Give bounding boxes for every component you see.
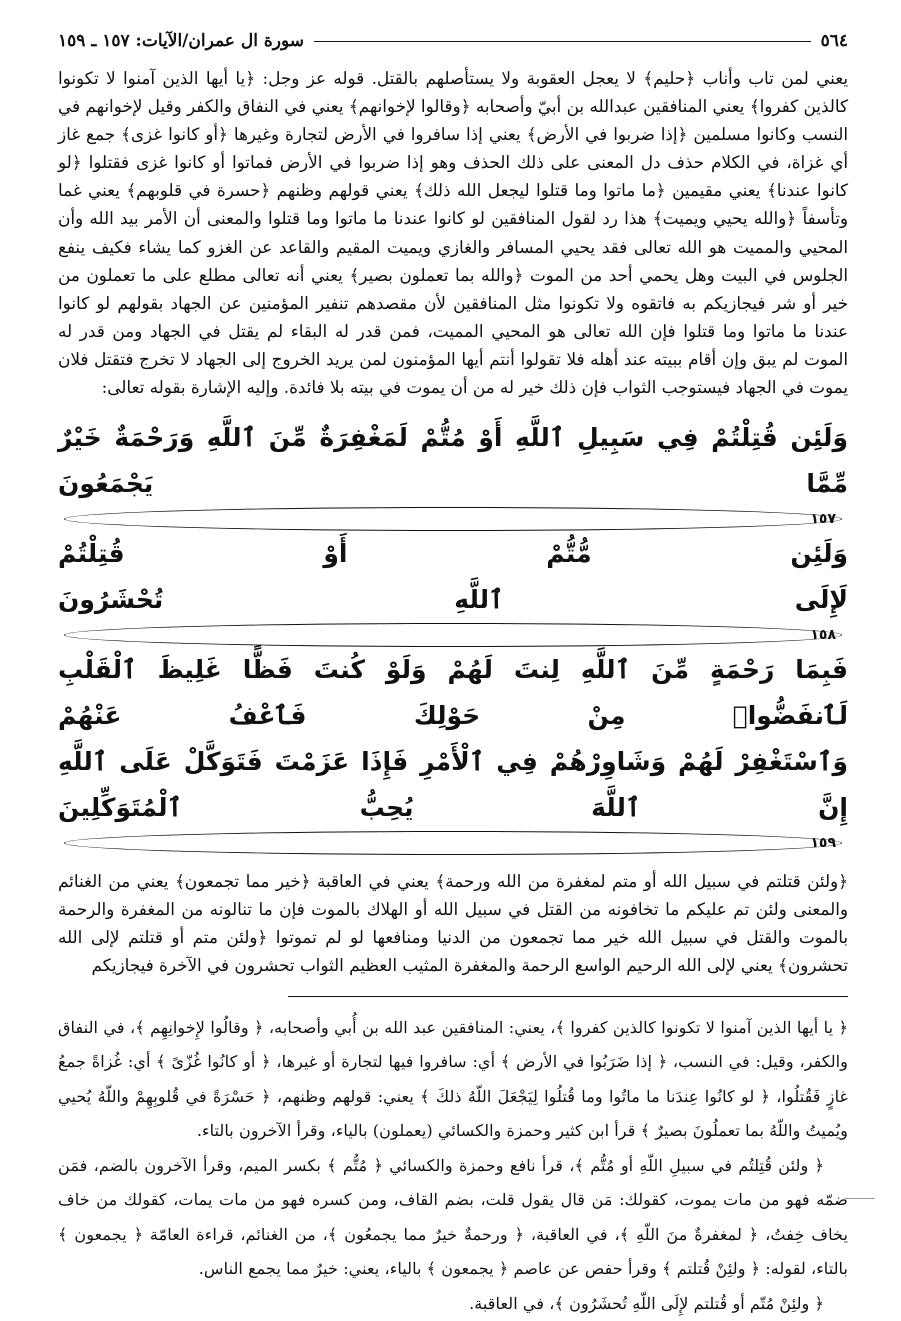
verse-text: وَلَئِن مُّتُّمْ أَوْ قُتِلْتُمْ [58,539,848,568]
footnote-paragraph: ﴿ ولئن قُتِلتُم في سبيلِ اللّهِ أو مُتُّم ﴾، قرأ نافع وحمزة والكسائي ﴿ مُتُّم ﴾ بكسر الميم، وقرأ الآخرون بالضم، فمَن ضمّه فهو من مات يموت، كقولك: مَن قال يقول قلت، بضم القاف، ومن كسره فهو من مات يمات، كقولك من خاف يخاف خِفتُ، ﴿ لمغفرةٌ منَ اللّهِ ﴾، في العاقبة، ﴿ ورحمةٌ خيرٌ مما يجمعُون ﴾، من الغنائم، قراءة العامّة ﴿ يجمعون ﴾ بالتاء، لقوله: ﴿ ولئِنْ قُتلتم ﴾ وقرأ حفص عن عاصم ﴿ يجمعون ﴾ بالياء، يعني: خيرٌ مما يجمع الناس. [58,1149,848,1287]
verse-commentary [58,867,848,979]
header-rule [314,41,811,42]
verse-line [58,739,848,855]
footnote-divider [288,996,848,997]
page-header [58,26,848,56]
commentary-paragraph: يعني لمن تاب وأناب ﴿حليم﴾ لا يعجل العقوبة ولا يستأصلهم بالقتل. قوله عز وجل: ﴿يا أيها الذين آمنوا لا تكونوا كالذين كفروا﴾ يعني المنافقين عبدالله بن أبيّ وأصحابه ﴿وقالوا لإخوانهم﴾ يعني في النفاق والكفر وقيل لإخوانهم في النسب وكانوا مسلمين ﴿إذا ضربوا في الأرض﴾ يعني إذا سافروا في الأرض لتجارة وغيرها ﴿أو كانوا غزى﴾ جمع غاز أي غزاة، في الكلام حذف دل المعنى على ذلك الحذف وهو إذا ضربوا في الأرض فماتوا أو كانوا غزى فقتلوا ﴿لو كانوا عندنا﴾ يعني مقيمين ﴿ما ماتوا وما قتلوا ليجعل الله ذلك﴾ يعني قولهم وظنهم ﴿حسرة في قلوبهم﴾ يعني غما وتأسفاً ﴿والله يحيي ويميت﴾ هذا رد لقول المنافقين لو كانوا عندنا ما ماتوا وما قتلوا والمعنى أن الأمر بيد الله وأن المحيي والمميت هو الله تعالى فقد يحيي المسافر والغازي ويميت المقيم والقاعد عن الغزو كما يشاء فكيف ينفع الجلوس في البيت وهل يحمي أحد من الموت ﴿والله بما تعملون بصير﴾ يعني أنه تعالى مطلع على ما تعملون من خير أو شر فيجازيكم به فاتقوه ولا تكونوا مثل المنافقين لأن مقصدهم تنفير المؤمنين عن الجهاد بقولهم لو كانوا عندنا ما ماتوا وما قتلوا فإن الله تعالى هو المحيي المميت، فمن قدر له البقاء لم يقتل في الجهاد ومن قدر له الموت لم يبق وإن أقام ببيته عند أهله فلا تقولوا أنتم أيها المؤمنون لمن يريد الخروج إلى الجهاد لا تخرج فتقتل فلان يموت في الجهاد فيستوجب الثواب فإن ذلك خير له من أن يموت في بيته بلا فائدة. وإليه الإشارة بقوله تعالى: [58,64,848,401]
page-number: ٥٦٤ [821,31,848,51]
main-commentary [58,64,848,401]
verse-text: وَلَئِن قُتِلْتُمْ فِي سَبِيلِ ٱللَّهِ أَوْ مُتُّمْ لَمَغْفِرَةٌ مِّنَ ٱللَّهِ وَرَحْمَةٌ خَيْرٌ مِّمَّا يَجْمَعُونَ [58,423,848,498]
verse-text: فَبِمَا رَحْمَةٍ مِّنَ ٱللَّهِ لِنتَ لَهُمْ وَلَوْ كُنتَ فَظًّا غَلِيظَ ٱلْقَلْبِ لَٱنفَضُّوا۟ مِنْ حَوْلِكَ فَٱعْفُ عَنْهُمْ [58,655,848,730]
verse-number: ١٥٧ [64,507,842,531]
page-edge-mark [845,1198,875,1199]
page [58,26,848,1321]
footnotes [58,1011,848,1321]
verse-number: ١٥٨ [64,623,842,647]
commentary-paragraph: ﴿ولئن قتلتم في سبيل الله أو متم لمغفرة من الله ورحمة﴾ يعني في العاقبة ﴿خير مما تجمعون﴾ يعني من الغنائم والمعنى ولئن تم عليكم ما تخافونه من القتل في سبيل الله أو الهلاك بالموت فإن ما تنالونه من المغفرة والرحمة بالموت والقتل في سبيل الله خير مما تجمعون من الدنيا ومنافعها لو لم تموتوا ﴿ولئن متم أو قتلتم لإلى الله تحشرون﴾ يعني لإلى الله الرحيم الواسع الرحمة والمغفرة المثيب العظيم الثواب تحشرون في الآخرة فيجازيكم [58,867,848,979]
quran-verses [58,415,848,855]
verse-text: لَإِلَى ٱللَّهِ تُحْشَرُونَ [58,585,848,614]
running-title: سورة ال عمران/الآيات: ١٥٧ ـ ١٥٩ [58,31,304,51]
verse-line [58,577,848,739]
footnote-paragraph: ﴿ ولئِنْ مُتّم أو قُتلتم لإِلَى اللّهِ تُحشَرُون ﴾، في العاقبة. [58,1287,848,1321]
footnote-paragraph: ﴿ يا أيها الذين آمنوا لا تكونوا كالذين كفروا ﴾، يعني: المنافقين عبد الله بن أُبي وأصحابه، ﴿ وقالُوا لإِخوانِهِم ﴾، في النفاق والكفر، وقيل: في النسب، ﴿ إذا ضَرَبُوا في الأرض ﴾ أي: سافروا فيها لتجارة أو غيرها، ﴿ أو كانُوا غُزّىً ﴾ أي: غُزاةً جمعُ غازٍ فَقُتلُوا، ﴿ لو كانُوا عِندَنا ما ماتُوا وما قُتلُوا لِيَجْعَلَ اللّهُ ذلكَ ﴾ يعني: قولهم وظنهم، ﴿ حَسْرَةً في قُلوبِهِمْ واللّهُ يُحيي ويُميتُ واللّهُ بما تعملُونَ بصيرٌ ﴾ قرأ ابن كثير وحمزة والكسائي (يعملون) بالياء، وقرأ الآخرون بالتاء. [58,1011,848,1149]
verse-number: ١٥٩ [64,831,842,855]
verse-line [58,415,848,577]
verse-text: وَٱسْتَغْفِرْ لَهُمْ وَشَاوِرْهُمْ فِي ٱلْأَمْرِ فَإِذَا عَزَمْتَ فَتَوَكَّلْ عَلَى ٱللَّهِ إِنَّ ٱللَّهَ يُحِبُّ ٱلْمُتَوَكِّلِينَ [58,747,848,822]
